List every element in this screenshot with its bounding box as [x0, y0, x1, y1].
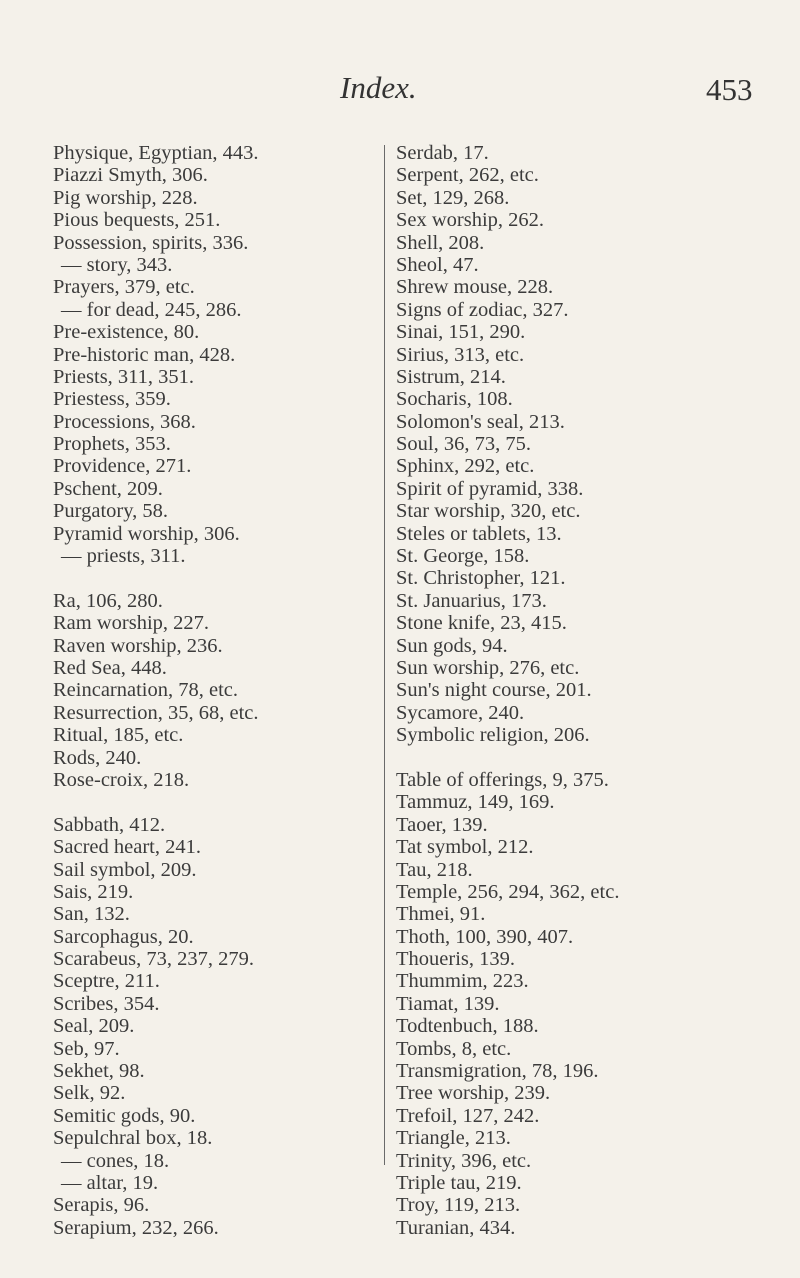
index-column-left [53, 142, 378, 1239]
index-entry: Scarabeus, 73, 237, 279. [53, 948, 254, 971]
index-entry: Rods, 240. [53, 746, 142, 769]
index-subentry: — cones, 18. [61, 1149, 170, 1172]
index-entry: Sun gods, 94. [396, 634, 508, 657]
index-entry: Sekhet, 98. [53, 1060, 145, 1083]
index-entry: Taoer, 139. [396, 813, 488, 836]
index-entry: Pre-existence, 80. [53, 321, 200, 344]
index-entry: Pschent, 209. [53, 477, 163, 500]
index-entry: Priests, 311, 351. [53, 365, 195, 388]
index-entry: Ra, 106, 280. [53, 589, 163, 612]
index-entry: Rose-croix, 218. [53, 768, 190, 791]
index-entry: Piazzi Smyth, 306. [53, 164, 208, 187]
index-entry: Symbolic religion, 206. [396, 724, 590, 747]
index-entry: Sepulchral box, 18. [53, 1127, 213, 1150]
index-entry: Ram worship, 227. [53, 612, 210, 635]
index-entry: Reincarnation, 78, etc. [53, 679, 239, 702]
index-entry: Serpent, 262, etc. [396, 164, 539, 187]
index-entry: Sarcophagus, 20. [53, 925, 194, 948]
index-entry: Red Sea, 448. [53, 656, 167, 679]
index-entry: Thummim, 223. [396, 970, 529, 993]
index-entry: Stone knife, 23, 415. [396, 612, 567, 635]
index-entry: Prophets, 353. [53, 433, 171, 456]
index-entry: Purgatory, 58. [53, 500, 169, 523]
column-divider [384, 145, 385, 1165]
index-entry: Serapium, 232, 266. [53, 1216, 219, 1239]
index-entry: Socharis, 108. [396, 388, 513, 411]
index-entry: Seb, 97. [53, 1037, 120, 1060]
index-entry: Sceptre, 211. [53, 970, 160, 993]
index-entry: St. George, 158. [396, 545, 530, 568]
index-entry: Star worship, 320, etc. [396, 500, 581, 523]
index-entry: Soul, 36, 73, 75. [396, 433, 531, 456]
index-entry: Trinity, 396, etc. [396, 1149, 532, 1172]
index-entry: St. Januarius, 173. [396, 589, 547, 612]
index-entry: Pre-historic man, 428. [53, 343, 236, 366]
index-entry: Solomon's seal, 213. [396, 410, 565, 433]
index-entry: Temple, 256, 294, 362, etc. [396, 880, 620, 903]
index-entry: Pig worship, 228. [53, 186, 198, 209]
index-column-right [396, 142, 791, 1239]
index-entry: Processions, 368. [53, 410, 196, 433]
index-subentry: — story, 343. [61, 253, 173, 276]
index-entry: Thoth, 100, 390, 407. [396, 925, 574, 948]
index-entry: Selk, 92. [53, 1082, 126, 1105]
index-entry: Tree worship, 239. [396, 1082, 551, 1105]
index-entry: Troy, 119, 213. [396, 1194, 521, 1217]
index-entry: Triangle, 213. [396, 1127, 511, 1150]
index-entry: Transmigration, 78, 196. [396, 1060, 599, 1083]
index-entry: Table of offerings, 9, 375. [396, 768, 609, 791]
index-entry: Sais, 219. [53, 880, 134, 903]
index-entry: Sirius, 313, etc. [396, 343, 525, 366]
index-entry: Sex worship, 262. [396, 209, 545, 232]
index-entry: Shell, 208. [396, 231, 485, 254]
page-number: 453 [706, 72, 753, 107]
index-entry: Semitic gods, 90. [53, 1104, 196, 1127]
index-entry: Shrew mouse, 228. [396, 276, 554, 299]
index-entry: Tau, 218. [396, 858, 473, 881]
index-entry: Thmei, 91. [396, 903, 486, 926]
index-entry: Priestess, 359. [53, 388, 171, 411]
index-entry: Tombs, 8, etc. [396, 1037, 512, 1060]
index-entry: Physique, Egyptian, 443. [53, 142, 259, 164]
index-entry: Spirit of pyramid, 338. [396, 477, 584, 500]
index-entry: Serdab, 17. [396, 142, 489, 164]
index-entry: Todtenbuch, 188. [396, 1015, 539, 1038]
index-entry: Prayers, 379, etc. [53, 276, 195, 299]
index-entry: Raven worship, 236. [53, 634, 223, 657]
index-entry: Possession, spirits, 336. [53, 231, 249, 254]
index-entry: Sacred heart, 241. [53, 836, 201, 859]
index-entry: Serapis, 96. [53, 1194, 150, 1217]
index-subentry: — for dead, 245, 286. [61, 298, 242, 321]
index-entry: Resurrection, 35, 68, etc. [53, 701, 259, 724]
index-entry: Tat symbol, 212. [396, 836, 534, 859]
index-entry: Ritual, 185, etc. [53, 724, 184, 747]
index-entry: Scribes, 354. [53, 992, 160, 1015]
index-entry: Pyramid worship, 306. [53, 522, 240, 545]
index-entry: Sail symbol, 209. [53, 858, 197, 881]
index-entry: Tammuz, 149, 169. [396, 791, 555, 814]
index-entry: Providence, 271. [53, 455, 192, 478]
running-title: Index. [340, 70, 417, 105]
index-entry: San, 132. [53, 903, 130, 926]
index-entry: Sheol, 47. [396, 253, 479, 276]
index-entry: Tiamat, 139. [396, 992, 500, 1015]
index-entry: Trefoil, 127, 242. [396, 1104, 540, 1127]
page-header [0, 70, 800, 114]
index-entry: St. Christopher, 121. [396, 567, 566, 590]
index-entry: Sun's night course, 201. [396, 679, 592, 702]
index-entry: Thoueris, 139. [396, 948, 515, 971]
index-entry: Turanian, 434. [396, 1216, 516, 1239]
index-entry: Seal, 209. [53, 1015, 135, 1038]
index-entry: Sinai, 151, 290. [396, 321, 526, 344]
index-entry: Sun worship, 276, etc. [396, 656, 580, 679]
index-subentry: — priests, 311. [61, 545, 186, 568]
index-entry: Sabbath, 412. [53, 813, 166, 836]
index-entry: Set, 129, 268. [396, 186, 510, 209]
index-entry: Pious bequests, 251. [53, 209, 221, 232]
index-entry: Sistrum, 214. [396, 365, 506, 388]
index-entry: Triple tau, 219. [396, 1171, 522, 1194]
index-entry: Signs of zodiac, 327. [396, 298, 569, 321]
index-entry: Steles or tablets, 13. [396, 522, 562, 545]
index-entry: Sycamore, 240. [396, 701, 525, 724]
index-subentry: — altar, 19. [61, 1171, 159, 1194]
index-entry: Sphinx, 292, etc. [396, 455, 535, 478]
